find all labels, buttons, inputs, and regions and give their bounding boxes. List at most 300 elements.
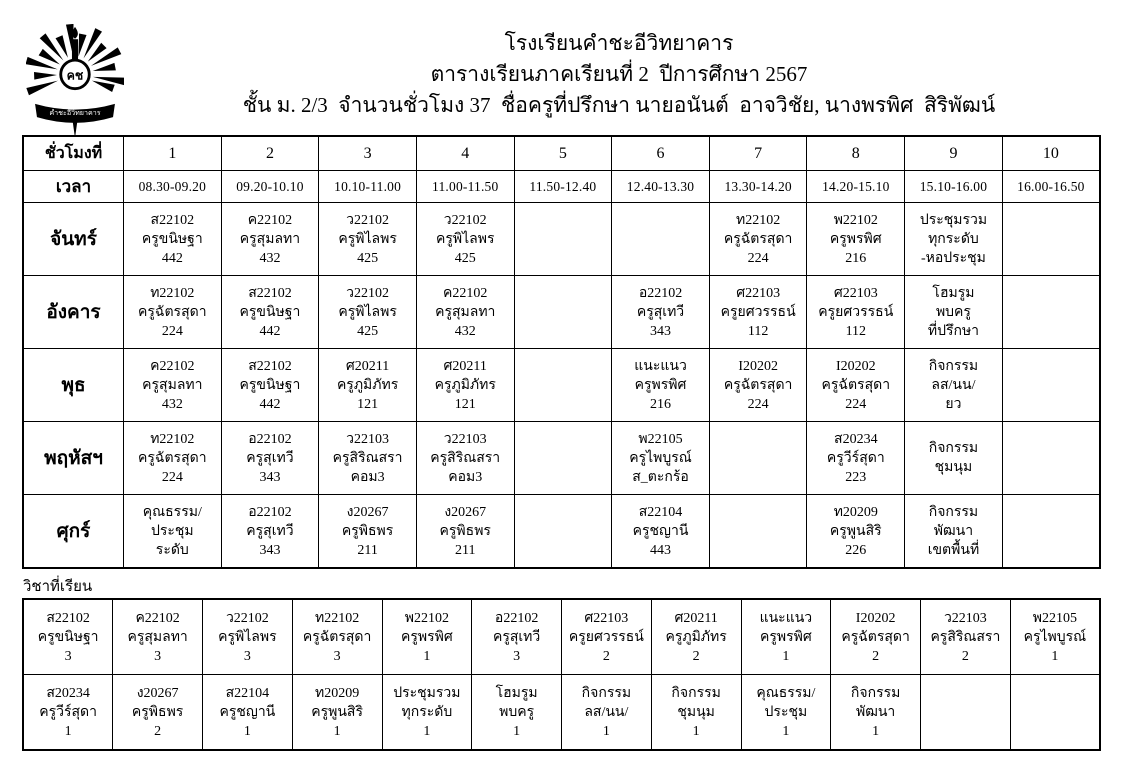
day-row (23, 422, 1100, 495)
lesson-line: เขตพื้นที่ (927, 542, 980, 558)
subject-line: 2 (154, 723, 162, 739)
period-number: 6 (612, 136, 710, 171)
subject-cell (651, 675, 741, 751)
lesson-line: ครูพิไลพร (436, 231, 495, 247)
subjects-summary-table (22, 598, 1101, 751)
lesson-line: ท20209 (833, 504, 878, 520)
banner-text: คำชะอีวิทยาคาร (49, 108, 101, 117)
lesson-line: แนะแนว (634, 358, 687, 374)
time-cell: 11.50-12.40 (514, 171, 612, 203)
lesson-line: ครูพิไลพร (338, 304, 397, 320)
subject-line: ทุกระดับ (401, 704, 453, 720)
lesson-line: ส20234 (834, 431, 878, 447)
time-cell: 12.40-13.30 (612, 171, 710, 203)
lesson-line: ครูสุเทวี (246, 523, 294, 539)
lesson-line: พบครู (935, 304, 971, 320)
lesson-cell (612, 203, 710, 276)
subject-line: ครูภูมิภัทร (665, 629, 727, 645)
subject-line: ครูพิไลพร (218, 629, 277, 645)
lesson-line: ครูฉัตรสุดา (138, 450, 207, 466)
lesson-cell (319, 203, 417, 276)
subject-cell (1010, 599, 1100, 675)
subject-line: 3 (64, 648, 72, 664)
period-number: 5 (514, 136, 612, 171)
lesson-line: 224 (161, 469, 183, 485)
subject-line: ประชุม (764, 704, 808, 720)
subject-line: ง20267 (136, 685, 179, 701)
lesson-cell (905, 203, 1003, 276)
lesson-line: 216 (650, 396, 672, 412)
lesson-cell (807, 276, 905, 349)
subject-cell (921, 675, 1011, 751)
period-number: 8 (807, 136, 905, 171)
lesson-cell (807, 422, 905, 495)
subject-line: ลส/นน/ (584, 704, 629, 720)
lesson-line: ท22102 (150, 285, 195, 301)
lesson-line: กิจกรรม (928, 358, 979, 374)
subject-line: ค22102 (135, 610, 180, 626)
subject-line: 1 (64, 723, 72, 739)
time-cell: 13.30-14.20 (709, 171, 807, 203)
lesson-line: 343 (650, 323, 672, 339)
ray-icon (34, 72, 57, 80)
lesson-line: ส22104 (638, 504, 683, 520)
lesson-line: คุณธรรม/ (142, 504, 202, 520)
subject-line: ครูสุมลทา (127, 629, 188, 645)
timetable-table (22, 135, 1101, 569)
subject-cell (831, 599, 921, 675)
lesson-line: ครูพิไลพร (338, 231, 397, 247)
lesson-line: โฮมรูม (932, 285, 975, 301)
lesson-cell (709, 203, 807, 276)
lesson-line: 112 (747, 323, 769, 339)
subject-line: 3 (154, 648, 162, 664)
lesson-line: 442 (259, 323, 281, 339)
subject-line: 2 (872, 648, 880, 664)
lesson-line: ครูสุมลทา (142, 377, 203, 393)
subject-line: ว22103 (943, 610, 987, 626)
lesson-cell (612, 422, 710, 495)
subject-line: กิจกรรม (671, 685, 721, 701)
subject-cell (472, 675, 562, 751)
lesson-line: ส22102 (150, 212, 195, 228)
lesson-cell (612, 495, 710, 569)
subject-cell (203, 599, 293, 675)
lesson-line: 211 (357, 542, 378, 558)
subject-line: ครูฉัตรสุดา (302, 629, 372, 645)
lesson-line: ศ20211 (443, 358, 487, 374)
lesson-line: 442 (259, 396, 281, 412)
subject-line: 1 (513, 723, 521, 739)
subject-line: 1 (782, 723, 790, 739)
emblem-monogram: คช (66, 68, 84, 83)
lesson-line: 432 (161, 396, 183, 412)
lesson-cell (807, 495, 905, 569)
lesson-cell (514, 349, 612, 422)
subject-line: ประชุมรวม (393, 685, 461, 701)
subject-line: ครูชญานี (219, 704, 276, 720)
lesson-cell (416, 422, 514, 495)
subject-cell (741, 599, 831, 675)
lesson-line: ค22102 (150, 358, 195, 374)
subject-line: พ22105 (1032, 610, 1077, 626)
lesson-cell (905, 495, 1003, 569)
lesson-line: ครูพิธพร (341, 523, 394, 539)
lesson-line: 343 (259, 469, 281, 485)
subject-line: 1 (872, 723, 880, 739)
lesson-cell (124, 495, 222, 569)
subject-line: ครูพิธพร (131, 704, 184, 720)
lesson-line: ครูพิธพร (439, 523, 491, 539)
period-number: 4 (416, 136, 514, 171)
time-cell: 09.20-10.10 (221, 171, 319, 203)
lesson-cell (612, 349, 710, 422)
period-number: 1 (124, 136, 222, 171)
day-name: พุธ (23, 349, 124, 422)
subject-line: 1 (423, 648, 431, 664)
lesson-line: 216 (845, 250, 867, 266)
lesson-line: ครูพรพิศ (829, 231, 882, 247)
lesson-line: 224 (747, 396, 769, 412)
subject-line: 1 (602, 723, 610, 739)
lesson-cell (416, 495, 514, 569)
lesson-cell (709, 422, 807, 495)
document-header (115, 28, 1123, 121)
subject-line: ครูสิริณสรา (930, 629, 1001, 645)
ray-icon (26, 81, 58, 96)
lesson-line: -หอประชุม (920, 250, 986, 266)
time-cell: 16.00-16.50 (1002, 171, 1100, 203)
lesson-line: ส_ตะกร้อ (632, 469, 689, 485)
subject-line: ท20209 (315, 685, 360, 701)
subject-line: ศ22103 (584, 610, 629, 626)
lesson-line: 425 (357, 250, 379, 266)
subject-cell (921, 599, 1011, 675)
lesson-line: ครูขนิษฐา (239, 304, 301, 320)
lesson-line: ว22102 (346, 212, 390, 228)
lesson-line: ครูสุเทวี (246, 450, 294, 466)
semester-line: ตารางเรียนภาคเรียนที่ 2 ปีการศึกษา 2567 (430, 62, 808, 86)
lesson-line: กิจกรรม (928, 504, 979, 520)
corner-label: ชั่วโมงที่ (23, 136, 124, 171)
subject-cell (562, 675, 652, 751)
subject-line: 2 (602, 648, 610, 664)
lesson-cell (612, 276, 710, 349)
lesson-line: ค22102 (443, 285, 488, 301)
lesson-line: ครูยศวรรธน์ (720, 304, 796, 320)
torch-handle (72, 39, 78, 60)
lesson-line: ศ22103 (833, 285, 878, 301)
lesson-line: ว22102 (346, 285, 390, 301)
lesson-line: ว22102 (443, 212, 487, 228)
lesson-line: ยว (945, 396, 962, 412)
lesson-cell (221, 349, 319, 422)
lesson-line: 443 (650, 542, 672, 558)
lesson-cell (221, 203, 319, 276)
school-emblem-icon (26, 24, 124, 140)
subject-line: I20202 (855, 610, 896, 626)
lesson-cell (709, 276, 807, 349)
lesson-cell (807, 203, 905, 276)
day-name: พฤหัสฯ (23, 422, 124, 495)
day-row (23, 276, 1100, 349)
lesson-line: ครูภูมิภัทร (434, 377, 496, 393)
day-name: ศุกร์ (23, 495, 124, 569)
time-cell: 08.30-09.20 (124, 171, 222, 203)
subject-line: ชุมนุม (677, 704, 715, 720)
lesson-line: ครูฉัตรสุดา (723, 231, 793, 247)
lesson-line: 432 (454, 323, 476, 339)
lesson-cell (416, 349, 514, 422)
lesson-line: อ22102 (248, 431, 292, 447)
lesson-line: ครูขนิษฐา (239, 377, 301, 393)
lesson-line: ลส/นน/ (931, 377, 976, 393)
time-row (23, 171, 1100, 203)
subject-cell (382, 675, 472, 751)
period-number: 9 (905, 136, 1003, 171)
lesson-cell (416, 203, 514, 276)
lesson-line: ศ22103 (736, 285, 781, 301)
subject-row (23, 675, 1100, 751)
period-number: 3 (319, 136, 417, 171)
subject-line: อ22102 (494, 610, 539, 626)
lesson-line: ครูฉัตรสุดา (138, 304, 207, 320)
lesson-line: 432 (259, 250, 281, 266)
lesson-line: กิจกรรม (928, 441, 979, 456)
lesson-cell (514, 203, 612, 276)
lesson-line: ที่ปรึกษา (927, 323, 980, 339)
lesson-cell (319, 495, 417, 569)
subject-line: แนะแนว (759, 610, 813, 626)
lesson-line: ครูสิริณสรา (430, 450, 501, 466)
period-number: 10 (1002, 136, 1100, 171)
lesson-line: ส22102 (248, 285, 292, 301)
subject-line: 1 (243, 723, 251, 739)
day-row (23, 495, 1100, 569)
lesson-line: 121 (357, 396, 379, 412)
subject-line: โฮมรูม (495, 685, 538, 701)
time-cell: 11.00-11.50 (416, 171, 514, 203)
subject-cell (203, 675, 293, 751)
subject-line: 3 (333, 648, 341, 664)
lesson-line: อ22102 (638, 285, 683, 301)
lesson-cell (221, 495, 319, 569)
lesson-line: ครูสุเทวี (636, 304, 685, 320)
day-row (23, 203, 1100, 276)
lesson-line: ครูวีร์สุดา (826, 450, 885, 466)
subject-line: 1 (333, 723, 341, 739)
day-name: อังคาร (23, 276, 124, 349)
lesson-cell (221, 422, 319, 495)
subject-cell (651, 599, 741, 675)
subject-line: 1 (423, 723, 431, 739)
subject-line: พัฒนา (855, 704, 896, 720)
school-name: โรงเรียนคำชะอีวิทยาคาร (504, 31, 734, 55)
lesson-line: ท22102 (736, 212, 781, 228)
lesson-line: ครูชญานี (632, 523, 689, 539)
subject-line: ครูพรพิศ (401, 629, 453, 645)
lesson-line: 211 (455, 542, 476, 558)
lesson-cell (1002, 422, 1100, 495)
subject-line: ครูฉัตรสุดา (841, 629, 910, 645)
subject-line: ส22104 (225, 685, 270, 701)
subject-line: 3 (243, 648, 251, 664)
subject-line: ครูสุเทวี (492, 629, 541, 645)
subject-cell (113, 675, 203, 751)
lesson-line: ศ20211 (345, 358, 390, 374)
lesson-cell (807, 349, 905, 422)
lesson-cell (709, 349, 807, 422)
lesson-line: 425 (357, 323, 379, 339)
ray-icon (78, 34, 86, 57)
subject-cell (113, 599, 203, 675)
subject-line: ครูขนิษฐา (37, 629, 99, 645)
subject-line: พ22102 (404, 610, 449, 626)
subject-cell (382, 599, 472, 675)
subject-line: ว22102 (225, 610, 269, 626)
subject-line: ครูวีร์สุดา (39, 704, 97, 720)
subject-line: พบครู (499, 704, 535, 720)
subject-line: 1 (1051, 648, 1059, 664)
lesson-line: 224 (747, 250, 769, 266)
lesson-line: ทุกระดับ (928, 231, 979, 247)
lesson-line: พัฒนา (933, 523, 974, 539)
lesson-cell (905, 349, 1003, 422)
lesson-line: 224 (161, 323, 183, 339)
lesson-line: 112 (845, 323, 867, 339)
subject-line: กิจกรรม (581, 685, 632, 701)
ray-icon (83, 28, 102, 58)
period-header-row (23, 136, 1100, 171)
lesson-line: 226 (845, 542, 867, 558)
time-cell: 15.10-16.00 (905, 171, 1003, 203)
lesson-line: 224 (845, 396, 867, 412)
subject-line: กิจกรรม (850, 685, 901, 701)
lesson-line: 223 (845, 469, 867, 485)
subject-line: ครูพูนสิริ (311, 704, 363, 720)
lesson-line: 343 (259, 542, 281, 558)
lesson-line: อ22102 (248, 504, 292, 520)
lesson-line: I20202 (835, 358, 876, 374)
subject-cell (472, 599, 562, 675)
period-number: 7 (709, 136, 807, 171)
lesson-cell (514, 422, 612, 495)
lesson-cell (905, 276, 1003, 349)
lesson-line: ระดับ (155, 542, 189, 558)
lesson-line: ว22103 (346, 431, 390, 447)
period-number: 2 (221, 136, 319, 171)
lesson-line: 442 (161, 250, 183, 266)
ray-icon (93, 63, 116, 71)
lesson-cell (221, 276, 319, 349)
lesson-line: ชุมนุม (934, 460, 973, 475)
lesson-cell (1002, 203, 1100, 276)
lesson-cell (124, 203, 222, 276)
class-line: ชั้น ม. 2/3 จำนวนชั่วโมง 37 ชื่อครูที่ปรึกษา นายอนันต์ อาจวิชัย, นางพรพิศ สิริพัฒน์ (242, 93, 996, 117)
lesson-line: ประชุมรวม (919, 212, 988, 228)
subject-line: 2 (961, 648, 969, 664)
lesson-cell (1002, 276, 1100, 349)
lesson-line: ส22102 (248, 358, 292, 374)
lesson-line: 121 (454, 396, 476, 412)
lesson-line: ครูภูมิภัทร (336, 377, 399, 393)
subject-cell (741, 675, 831, 751)
subject-line: 2 (692, 648, 700, 664)
subjects-section-title: วิชาที่เรียน (23, 579, 93, 595)
time-cell: 14.20-15.10 (807, 171, 905, 203)
subject-line: ครูยศวรรธน์ (568, 629, 644, 645)
school-logo-icon (26, 24, 124, 140)
lesson-cell (319, 422, 417, 495)
lesson-line: ครูสิริณสรา (332, 450, 403, 466)
lesson-cell (1002, 495, 1100, 569)
lesson-line: ง20267 (346, 504, 389, 520)
lesson-cell (124, 422, 222, 495)
lesson-line: พ22102 (833, 212, 878, 228)
lesson-line: ครูฉัตรสุดา (723, 377, 793, 393)
lesson-cell (905, 422, 1003, 495)
lesson-line: ครูพูนสิริ (829, 523, 882, 539)
lesson-line: ครูขนิษฐา (141, 231, 203, 247)
lesson-line: ครูพรพิศ (634, 377, 687, 393)
lesson-line: ว22103 (443, 431, 487, 447)
subject-line: 1 (782, 648, 790, 664)
lesson-cell (514, 495, 612, 569)
subject-line: ท22102 (315, 610, 360, 626)
day-row (23, 349, 1100, 422)
subject-line: 3 (513, 648, 521, 664)
subject-line: ส20234 (46, 685, 90, 701)
subject-cell (562, 599, 652, 675)
subject-line: ครูพรพิศ (760, 629, 812, 645)
lesson-cell (319, 349, 417, 422)
ray-icon (92, 81, 115, 92)
lesson-line: ท22102 (150, 431, 195, 447)
day-name: จันทร์ (23, 203, 124, 276)
lesson-line: ง20267 (444, 504, 487, 520)
lesson-cell (514, 276, 612, 349)
subject-line: ส22102 (46, 610, 90, 626)
lesson-line: ครูสุมลทา (435, 304, 496, 320)
subject-line: ครูไพบูรณ์ (1023, 629, 1087, 645)
lesson-line: 425 (454, 250, 476, 266)
time-cell: 10.10-11.00 (319, 171, 417, 203)
lesson-cell (124, 349, 222, 422)
lesson-line: คอม3 (350, 469, 385, 485)
lesson-line: ค22102 (247, 212, 293, 228)
lesson-line: คอม3 (448, 469, 483, 485)
lesson-cell (124, 276, 222, 349)
subject-cell (292, 599, 382, 675)
subject-row (23, 599, 1100, 675)
lesson-line: ครูฉัตรสุดา (821, 377, 891, 393)
subject-line: 1 (692, 723, 700, 739)
lesson-cell (416, 276, 514, 349)
lesson-cell (1002, 349, 1100, 422)
lesson-line: ประชุม (150, 523, 194, 539)
subject-cell (831, 675, 921, 751)
subject-line: ศ20211 (674, 610, 718, 626)
lesson-line: ครูไพบูรณ์ (629, 450, 692, 466)
lesson-cell (319, 276, 417, 349)
lesson-line: I20202 (738, 358, 778, 374)
subject-cell (1010, 675, 1100, 751)
lesson-line: ครูยศวรรธน์ (818, 304, 894, 320)
lesson-line: ครูสุมลทา (239, 231, 301, 247)
subject-cell (292, 675, 382, 751)
subject-cell (23, 599, 113, 675)
lesson-cell (709, 495, 807, 569)
